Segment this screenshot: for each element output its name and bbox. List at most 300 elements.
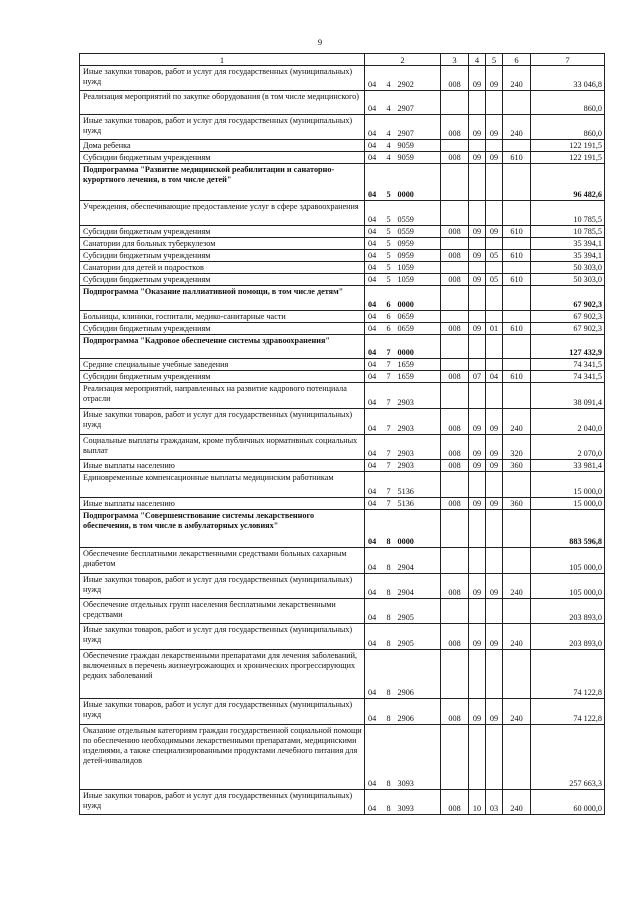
code-subprogram: 6 bbox=[382, 286, 396, 311]
row-name: Иные закупки товаров, работ и услуг для государственных (муниципальных) нужд bbox=[80, 574, 365, 599]
code-expense-type bbox=[503, 472, 531, 498]
code-section: 09 bbox=[469, 66, 486, 91]
code-subprogram: 4 bbox=[382, 152, 396, 164]
code-section bbox=[469, 164, 486, 201]
code-subsection: 09 bbox=[486, 409, 503, 435]
code-program: 04 bbox=[365, 599, 382, 624]
code-ministry bbox=[441, 510, 469, 548]
code-subsection bbox=[486, 201, 503, 226]
table-row bbox=[80, 472, 605, 498]
code-section bbox=[469, 359, 486, 371]
code-subsection bbox=[486, 472, 503, 498]
code-direction: 0559 bbox=[396, 201, 441, 226]
table-row bbox=[80, 226, 605, 238]
table-row bbox=[80, 164, 605, 201]
code-subprogram: 7 bbox=[382, 371, 396, 383]
code-program: 04 bbox=[365, 323, 382, 335]
code-section bbox=[469, 548, 486, 574]
table-row bbox=[80, 409, 605, 435]
code-ministry: 008 bbox=[441, 409, 469, 435]
table-row bbox=[80, 599, 605, 624]
code-section: 09 bbox=[469, 699, 486, 725]
code-program: 04 bbox=[365, 460, 382, 472]
code-subsection bbox=[486, 383, 503, 409]
code-expense-type bbox=[503, 262, 531, 274]
code-direction: 0559 bbox=[396, 226, 441, 238]
table-row bbox=[80, 624, 605, 650]
code-ministry: 008 bbox=[441, 699, 469, 725]
code-direction: 2906 bbox=[396, 699, 441, 725]
row-name: Субсидии бюджетным учреждениям bbox=[80, 274, 365, 286]
header-col-7: 7 bbox=[531, 54, 605, 66]
amount: 33 981,4 bbox=[531, 460, 605, 472]
code-ministry: 008 bbox=[441, 574, 469, 599]
amount: 2 040,0 bbox=[531, 409, 605, 435]
code-direction: 9059 bbox=[396, 140, 441, 152]
amount: 38 091,4 bbox=[531, 383, 605, 409]
code-ministry bbox=[441, 650, 469, 699]
code-direction: 3093 bbox=[396, 725, 441, 790]
code-section bbox=[469, 91, 486, 115]
code-direction: 2903 bbox=[396, 460, 441, 472]
code-expense-type bbox=[503, 548, 531, 574]
code-program: 04 bbox=[365, 115, 382, 140]
code-section: 09 bbox=[469, 115, 486, 140]
code-section bbox=[469, 650, 486, 699]
code-subsection bbox=[486, 510, 503, 548]
amount: 74 341,5 bbox=[531, 371, 605, 383]
code-expense-type: 610 bbox=[503, 250, 531, 262]
code-subsection: 09 bbox=[486, 152, 503, 164]
amount: 74 341,5 bbox=[531, 359, 605, 371]
code-section bbox=[469, 725, 486, 790]
table-row bbox=[80, 238, 605, 250]
code-subprogram: 7 bbox=[382, 460, 396, 472]
code-program: 04 bbox=[365, 574, 382, 599]
table-row bbox=[80, 435, 605, 460]
code-subsection bbox=[486, 262, 503, 274]
code-subsection: 04 bbox=[486, 371, 503, 383]
code-section bbox=[469, 201, 486, 226]
code-direction: 2906 bbox=[396, 650, 441, 699]
code-subsection bbox=[486, 725, 503, 790]
amount: 67 902,3 bbox=[531, 311, 605, 323]
code-program: 04 bbox=[365, 548, 382, 574]
amount: 67 902,3 bbox=[531, 286, 605, 311]
table-row bbox=[80, 115, 605, 140]
code-program: 04 bbox=[365, 226, 382, 238]
code-section bbox=[469, 311, 486, 323]
code-ministry bbox=[441, 335, 469, 359]
row-name: Больницы, клиники, госпитали, медико-санитарные части bbox=[80, 311, 365, 323]
code-direction: 2907 bbox=[396, 91, 441, 115]
code-section bbox=[469, 238, 486, 250]
code-section bbox=[469, 510, 486, 548]
code-expense-type bbox=[503, 725, 531, 790]
code-expense-type: 240 bbox=[503, 699, 531, 725]
code-expense-type bbox=[503, 238, 531, 250]
code-direction: 0000 bbox=[396, 164, 441, 201]
code-ministry bbox=[441, 140, 469, 152]
code-direction: 2904 bbox=[396, 574, 441, 599]
code-subsection bbox=[486, 311, 503, 323]
amount: 257 663,3 bbox=[531, 725, 605, 790]
amount: 10 785,5 bbox=[531, 226, 605, 238]
amount: 127 432,9 bbox=[531, 335, 605, 359]
code-ministry: 008 bbox=[441, 371, 469, 383]
code-ministry: 008 bbox=[441, 152, 469, 164]
table-row bbox=[80, 201, 605, 226]
code-program: 04 bbox=[365, 371, 382, 383]
code-ministry: 008 bbox=[441, 790, 469, 815]
table-row bbox=[80, 250, 605, 262]
amount: 96 482,6 bbox=[531, 164, 605, 201]
code-direction: 0959 bbox=[396, 250, 441, 262]
table-row bbox=[80, 498, 605, 510]
code-section: 09 bbox=[469, 574, 486, 599]
amount: 50 303,0 bbox=[531, 274, 605, 286]
table-row bbox=[80, 323, 605, 335]
code-section: 07 bbox=[469, 371, 486, 383]
code-section bbox=[469, 262, 486, 274]
code-expense-type: 240 bbox=[503, 409, 531, 435]
code-subprogram: 4 bbox=[382, 140, 396, 152]
code-ministry bbox=[441, 286, 469, 311]
amount: 15 000,0 bbox=[531, 498, 605, 510]
code-ministry bbox=[441, 472, 469, 498]
amount: 860,0 bbox=[531, 115, 605, 140]
row-name: Социальные выплаты гражданам, кроме публичных нормативных социальных выплат bbox=[80, 435, 365, 460]
table-row bbox=[80, 574, 605, 599]
amount: 105 000,0 bbox=[531, 574, 605, 599]
code-program: 04 bbox=[365, 699, 382, 725]
amount: 10 785,5 bbox=[531, 201, 605, 226]
code-expense-type: 610 bbox=[503, 226, 531, 238]
code-expense-type: 360 bbox=[503, 498, 531, 510]
code-subprogram: 6 bbox=[382, 323, 396, 335]
row-name: Реализация мероприятий, направленных на развитие кадрового потенциала отрасли bbox=[80, 383, 365, 409]
header-col-5: 5 bbox=[486, 54, 503, 66]
code-expense-type: 610 bbox=[503, 323, 531, 335]
row-name: Подпрограмма "Развитие медицинской реабилитации и санаторно-курортного лечения, в том числе детей" bbox=[80, 164, 365, 201]
row-name: Санатории для больных туберкулезом bbox=[80, 238, 365, 250]
code-direction: 0659 bbox=[396, 323, 441, 335]
code-subprogram: 8 bbox=[382, 790, 396, 815]
amount: 203 893,0 bbox=[531, 624, 605, 650]
row-name: Реализация мероприятий по закупке оборудования (в том числе медицинского) bbox=[80, 91, 365, 115]
row-name: Иные выплаты населению bbox=[80, 460, 365, 472]
code-direction: 0000 bbox=[396, 286, 441, 311]
code-program: 04 bbox=[365, 472, 382, 498]
code-ministry: 008 bbox=[441, 226, 469, 238]
code-direction: 2905 bbox=[396, 624, 441, 650]
code-subsection: 09 bbox=[486, 498, 503, 510]
code-ministry: 008 bbox=[441, 115, 469, 140]
code-subprogram: 8 bbox=[382, 510, 396, 548]
code-section: 09 bbox=[469, 435, 486, 460]
code-section: 10 bbox=[469, 790, 486, 815]
code-program: 04 bbox=[365, 359, 382, 371]
code-expense-type: 240 bbox=[503, 115, 531, 140]
table-row bbox=[80, 262, 605, 274]
code-direction: 1059 bbox=[396, 274, 441, 286]
code-subsection bbox=[486, 238, 503, 250]
code-subsection: 03 bbox=[486, 790, 503, 815]
code-subsection: 09 bbox=[486, 460, 503, 472]
code-section bbox=[469, 140, 486, 152]
code-section bbox=[469, 335, 486, 359]
code-ministry: 008 bbox=[441, 323, 469, 335]
row-name: Иные закупки товаров, работ и услуг для государственных (муниципальных) нужд bbox=[80, 699, 365, 725]
code-subsection: 05 bbox=[486, 250, 503, 262]
code-section: 09 bbox=[469, 498, 486, 510]
row-name: Подпрограмма "Совершенствование системы лекарственного обеспечения, в том числе в амбулаторных условиях" bbox=[80, 510, 365, 548]
code-expense-type bbox=[503, 311, 531, 323]
code-ministry bbox=[441, 262, 469, 274]
code-program: 04 bbox=[365, 409, 382, 435]
code-subprogram: 8 bbox=[382, 650, 396, 699]
header-col-3: 3 bbox=[441, 54, 469, 66]
table-row bbox=[80, 548, 605, 574]
code-program: 04 bbox=[365, 238, 382, 250]
code-program: 04 bbox=[365, 250, 382, 262]
code-program: 04 bbox=[365, 262, 382, 274]
table-row bbox=[80, 274, 605, 286]
row-name: Субсидии бюджетным учреждениям bbox=[80, 226, 365, 238]
code-direction: 9059 bbox=[396, 152, 441, 164]
code-subprogram: 5 bbox=[382, 262, 396, 274]
code-direction: 0000 bbox=[396, 510, 441, 548]
code-program: 04 bbox=[365, 510, 382, 548]
code-section: 09 bbox=[469, 409, 486, 435]
code-ministry bbox=[441, 383, 469, 409]
row-name: Подпрограмма "Кадровое обеспечение системы здравоохранения" bbox=[80, 335, 365, 359]
code-subsection: 09 bbox=[486, 574, 503, 599]
row-name: Субсидии бюджетным учреждениям bbox=[80, 323, 365, 335]
code-subprogram: 7 bbox=[382, 498, 396, 510]
code-direction: 2903 bbox=[396, 435, 441, 460]
amount: 60 000,0 bbox=[531, 790, 605, 815]
amount: 105 000,0 bbox=[531, 548, 605, 574]
table-row bbox=[80, 140, 605, 152]
code-direction: 1059 bbox=[396, 262, 441, 274]
code-subprogram: 7 bbox=[382, 409, 396, 435]
row-name: Иные выплаты населению bbox=[80, 498, 365, 510]
code-program: 04 bbox=[365, 650, 382, 699]
amount: 15 000,0 bbox=[531, 472, 605, 498]
code-section bbox=[469, 383, 486, 409]
table-row bbox=[80, 286, 605, 311]
code-ministry bbox=[441, 201, 469, 226]
code-program: 04 bbox=[365, 201, 382, 226]
code-section: 09 bbox=[469, 460, 486, 472]
code-direction: 2903 bbox=[396, 383, 441, 409]
code-program: 04 bbox=[365, 725, 382, 790]
code-expense-type bbox=[503, 140, 531, 152]
code-ministry bbox=[441, 91, 469, 115]
code-ministry bbox=[441, 725, 469, 790]
table-row bbox=[80, 510, 605, 548]
code-program: 04 bbox=[365, 286, 382, 311]
code-program: 04 bbox=[365, 66, 382, 91]
code-subprogram: 7 bbox=[382, 359, 396, 371]
table-row bbox=[80, 790, 605, 815]
code-subsection: 09 bbox=[486, 115, 503, 140]
code-subsection: 09 bbox=[486, 226, 503, 238]
amount: 883 596,8 bbox=[531, 510, 605, 548]
code-direction: 2902 bbox=[396, 66, 441, 91]
code-expense-type bbox=[503, 335, 531, 359]
amount: 203 893,0 bbox=[531, 599, 605, 624]
code-subprogram: 5 bbox=[382, 164, 396, 201]
table-row bbox=[80, 699, 605, 725]
amount: 122 191,5 bbox=[531, 140, 605, 152]
row-name: Обеспечение бесплатными лекарственными средствами больных сахарным диабетом bbox=[80, 548, 365, 574]
code-ministry: 008 bbox=[441, 498, 469, 510]
code-subprogram: 7 bbox=[382, 435, 396, 460]
code-expense-type bbox=[503, 201, 531, 226]
code-section: 09 bbox=[469, 152, 486, 164]
code-subprogram: 6 bbox=[382, 311, 396, 323]
code-subsection bbox=[486, 335, 503, 359]
code-subsection bbox=[486, 140, 503, 152]
header-col-2: 2 bbox=[365, 54, 441, 66]
code-expense-type: 240 bbox=[503, 624, 531, 650]
code-program: 04 bbox=[365, 435, 382, 460]
code-expense-type bbox=[503, 359, 531, 371]
code-expense-type bbox=[503, 91, 531, 115]
code-subprogram: 8 bbox=[382, 624, 396, 650]
code-section bbox=[469, 286, 486, 311]
row-name: Иные закупки товаров, работ и услуг для государственных (муниципальных) нужд bbox=[80, 624, 365, 650]
code-section: 09 bbox=[469, 274, 486, 286]
code-direction: 5136 bbox=[396, 472, 441, 498]
code-subprogram: 7 bbox=[382, 335, 396, 359]
row-name: Иные закупки товаров, работ и услуг для государственных (муниципальных) нужд bbox=[80, 790, 365, 815]
code-ministry bbox=[441, 311, 469, 323]
code-subprogram: 7 bbox=[382, 383, 396, 409]
code-direction: 0659 bbox=[396, 311, 441, 323]
table-row bbox=[80, 91, 605, 115]
code-direction: 0959 bbox=[396, 238, 441, 250]
table-row bbox=[80, 725, 605, 790]
table-row bbox=[80, 311, 605, 323]
code-expense-type bbox=[503, 650, 531, 699]
code-ministry: 008 bbox=[441, 624, 469, 650]
table-row bbox=[80, 152, 605, 164]
row-name: Учреждения, обеспечивающие предоставление услуг в сфере здравоохранения bbox=[80, 201, 365, 226]
table-header-row bbox=[80, 54, 605, 66]
code-program: 04 bbox=[365, 274, 382, 286]
code-direction: 5136 bbox=[396, 498, 441, 510]
code-ministry bbox=[441, 359, 469, 371]
code-subsection: 09 bbox=[486, 624, 503, 650]
code-direction: 1659 bbox=[396, 359, 441, 371]
code-program: 04 bbox=[365, 383, 382, 409]
code-subprogram: 8 bbox=[382, 599, 396, 624]
amount: 860,0 bbox=[531, 91, 605, 115]
table-row bbox=[80, 371, 605, 383]
code-expense-type: 320 bbox=[503, 435, 531, 460]
code-program: 04 bbox=[365, 152, 382, 164]
code-section bbox=[469, 472, 486, 498]
code-program: 04 bbox=[365, 91, 382, 115]
row-name: Субсидии бюджетным учреждениям bbox=[80, 152, 365, 164]
code-direction: 1659 bbox=[396, 371, 441, 383]
row-name: Иные закупки товаров, работ и услуг для государственных (муниципальных) нужд bbox=[80, 66, 365, 91]
code-ministry: 008 bbox=[441, 66, 469, 91]
code-expense-type: 610 bbox=[503, 371, 531, 383]
code-expense-type bbox=[503, 383, 531, 409]
code-subsection: 05 bbox=[486, 274, 503, 286]
table-row bbox=[80, 359, 605, 371]
table-row bbox=[80, 335, 605, 359]
code-expense-type bbox=[503, 286, 531, 311]
amount: 74 122,8 bbox=[531, 650, 605, 699]
code-direction: 2907 bbox=[396, 115, 441, 140]
code-subsection bbox=[486, 164, 503, 201]
budget-table bbox=[79, 53, 605, 815]
table-row bbox=[80, 383, 605, 409]
code-subprogram: 7 bbox=[382, 472, 396, 498]
code-program: 04 bbox=[365, 624, 382, 650]
code-expense-type: 240 bbox=[503, 574, 531, 599]
code-direction: 3093 bbox=[396, 790, 441, 815]
amount: 35 394,1 bbox=[531, 238, 605, 250]
code-subsection: 01 bbox=[486, 323, 503, 335]
code-subprogram: 8 bbox=[382, 574, 396, 599]
row-name: Средние специальные учебные заведения bbox=[80, 359, 365, 371]
code-ministry: 008 bbox=[441, 250, 469, 262]
code-program: 04 bbox=[365, 140, 382, 152]
code-ministry bbox=[441, 548, 469, 574]
code-expense-type bbox=[503, 164, 531, 201]
code-expense-type: 610 bbox=[503, 274, 531, 286]
code-expense-type: 240 bbox=[503, 66, 531, 91]
code-subsection bbox=[486, 359, 503, 371]
row-name: Подпрограмма "Оказание паллиативной помощи, в том числе детям" bbox=[80, 286, 365, 311]
header-col-6: 6 bbox=[503, 54, 531, 66]
code-program: 04 bbox=[365, 790, 382, 815]
code-program: 04 bbox=[365, 498, 382, 510]
table-row bbox=[80, 66, 605, 91]
code-program: 04 bbox=[365, 164, 382, 201]
code-subprogram: 5 bbox=[382, 250, 396, 262]
code-expense-type: 240 bbox=[503, 790, 531, 815]
row-name: Обеспечение отдельных групп населения бесплатными лекарственными средствами bbox=[80, 599, 365, 624]
code-section: 09 bbox=[469, 323, 486, 335]
code-subprogram: 8 bbox=[382, 699, 396, 725]
code-section: 09 bbox=[469, 250, 486, 262]
code-subsection: 09 bbox=[486, 66, 503, 91]
code-subprogram: 5 bbox=[382, 238, 396, 250]
row-name: Субсидии бюджетным учреждениям bbox=[80, 371, 365, 383]
code-subprogram: 5 bbox=[382, 201, 396, 226]
code-subprogram: 5 bbox=[382, 274, 396, 286]
code-subsection: 09 bbox=[486, 435, 503, 460]
row-name: Обеспечение граждан лекарственными препаратами для лечения заболеваний, включенных в перечень жизнеугрожающих и хронических прогрессирующих редких заболеваний bbox=[80, 650, 365, 699]
row-name: Иные закупки товаров, работ и услуг для государственных (муниципальных) нужд bbox=[80, 409, 365, 435]
table-row bbox=[80, 650, 605, 699]
code-ministry: 008 bbox=[441, 274, 469, 286]
code-direction: 2903 bbox=[396, 409, 441, 435]
code-subsection bbox=[486, 599, 503, 624]
code-expense-type bbox=[503, 510, 531, 548]
code-subprogram: 4 bbox=[382, 66, 396, 91]
header-col-4: 4 bbox=[469, 54, 486, 66]
code-section: 09 bbox=[469, 624, 486, 650]
code-ministry: 008 bbox=[441, 435, 469, 460]
